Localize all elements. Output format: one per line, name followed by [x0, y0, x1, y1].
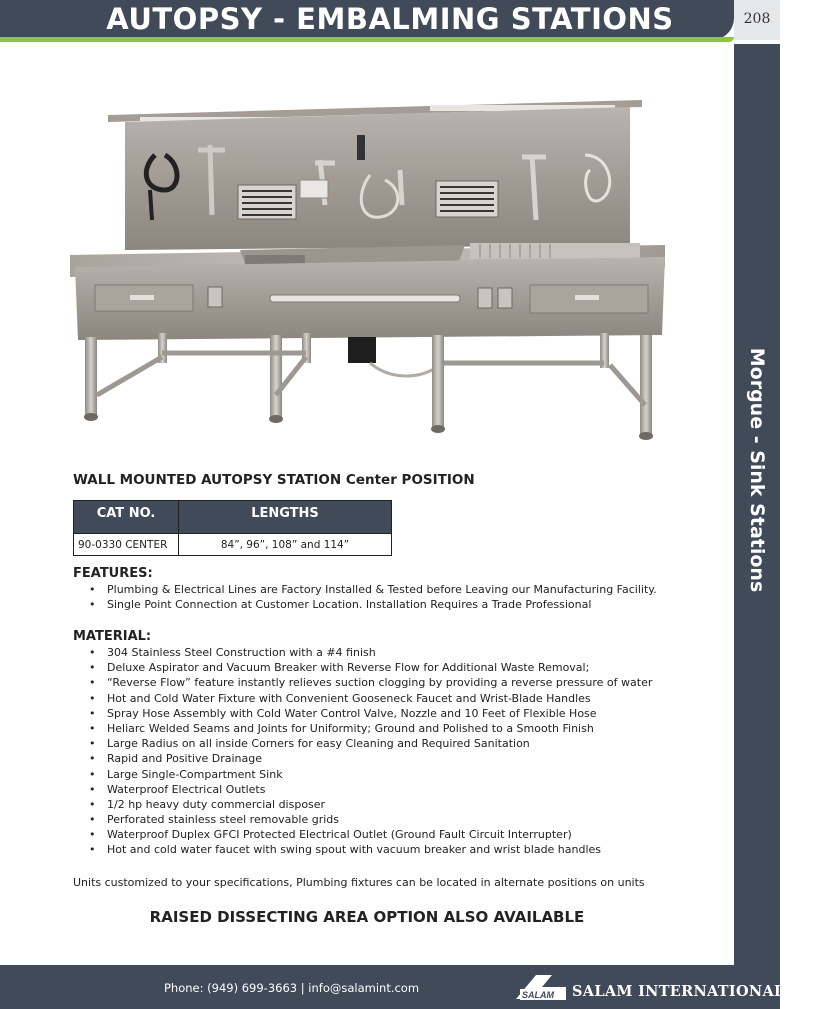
raised-option-heading: RAISED DISSECTING AREA OPTION ALSO AVAILABLE	[149, 908, 585, 926]
product-title: WALL MOUNTED AUTOPSY STATION Center POSITION	[73, 472, 475, 488]
page-title: AUTOPSY - EMBALMING STATIONS	[106, 2, 674, 36]
list-item: • Deluxe Aspirator and Vacuum Breaker with Reverse Flow for Additional Waste Removal;	[89, 660, 652, 675]
cat-no-cell: 90-0330 CENTER	[74, 534, 179, 556]
list-item: • Hot and cold water faucet with swing spout with vacuum breaker and wrist blade handles	[89, 842, 652, 857]
list-item: • Spray Hose Assembly with Cold Water Control Valve, Nozzle and 10 Feet of Flexible Hose	[89, 706, 652, 721]
header-lengths: LENGTHS	[179, 501, 392, 534]
list-item: • Hot and Cold Water Fixture with Convenient Gooseneck Faucet and Wrist-Blade Handles	[89, 691, 652, 706]
side-tab-label: Morgue - Sink Stations	[746, 347, 768, 593]
list-item: • Single Point Connection at Customer Location. Installation Requires a Trade Professional	[89, 597, 657, 612]
features-heading: FEATURES:	[73, 566, 153, 581]
list-item: • Rapid and Positive Drainage	[89, 751, 652, 766]
list-item: • Heliarc Welded Seams and Joints for Uniformity; Ground and Polished to a Smooth Finish	[89, 721, 652, 736]
logo-mark: SALAM	[522, 990, 554, 1000]
table-row	[74, 534, 392, 556]
material-list	[89, 645, 652, 858]
company-name: SALAM INTERNATIONAL, INC.	[572, 983, 833, 1000]
list-item: • Waterproof Electrical Outlets	[89, 782, 652, 797]
header-accent-stripe	[0, 37, 734, 42]
list-item: • Large Radius on all inside Corners for easy Cleaning and Required Sanitation	[89, 736, 652, 751]
list-item: • Plumbing & Electrical Lines are Factory Installed & Tested before Leaving our Manufacturing Facility.	[89, 582, 657, 597]
autopsy-station-photo	[70, 95, 670, 440]
features-list	[89, 582, 657, 612]
list-item: • Large Single-Compartment Sink	[89, 767, 652, 782]
material-heading: MATERIAL:	[73, 629, 152, 644]
list-item: • Waterproof Duplex GFCI Protected Electrical Outlet (Ground Fault Circuit Interrupter)	[89, 827, 652, 842]
list-item: • 1/2 hp heavy duty commercial disposer	[89, 797, 652, 812]
lengths-cell: 84”, 96”, 108” and 114”	[179, 534, 392, 556]
page-number: 208	[734, 0, 780, 40]
units-note: Units customized to your specifications, Plumbing fixtures can be located in alternate positions on units	[73, 876, 645, 889]
side-tab-label-wrapper	[734, 347, 780, 593]
footer-contact: Phone: (949) 699-3663 | info@salamint.com	[164, 981, 420, 995]
spec-table	[73, 500, 392, 556]
page-header	[0, 0, 780, 44]
header-cat-no: CAT NO.	[74, 501, 179, 534]
list-item: • Perforated stainless steel removable grids	[89, 812, 652, 827]
list-item: • “Reverse Flow” feature instantly relieves suction clogging by providing a reverse pressure of water	[89, 675, 652, 690]
spec-table-header-row	[74, 501, 392, 534]
list-item: • 304 Stainless Steel Construction with a #4 finish	[89, 645, 652, 660]
